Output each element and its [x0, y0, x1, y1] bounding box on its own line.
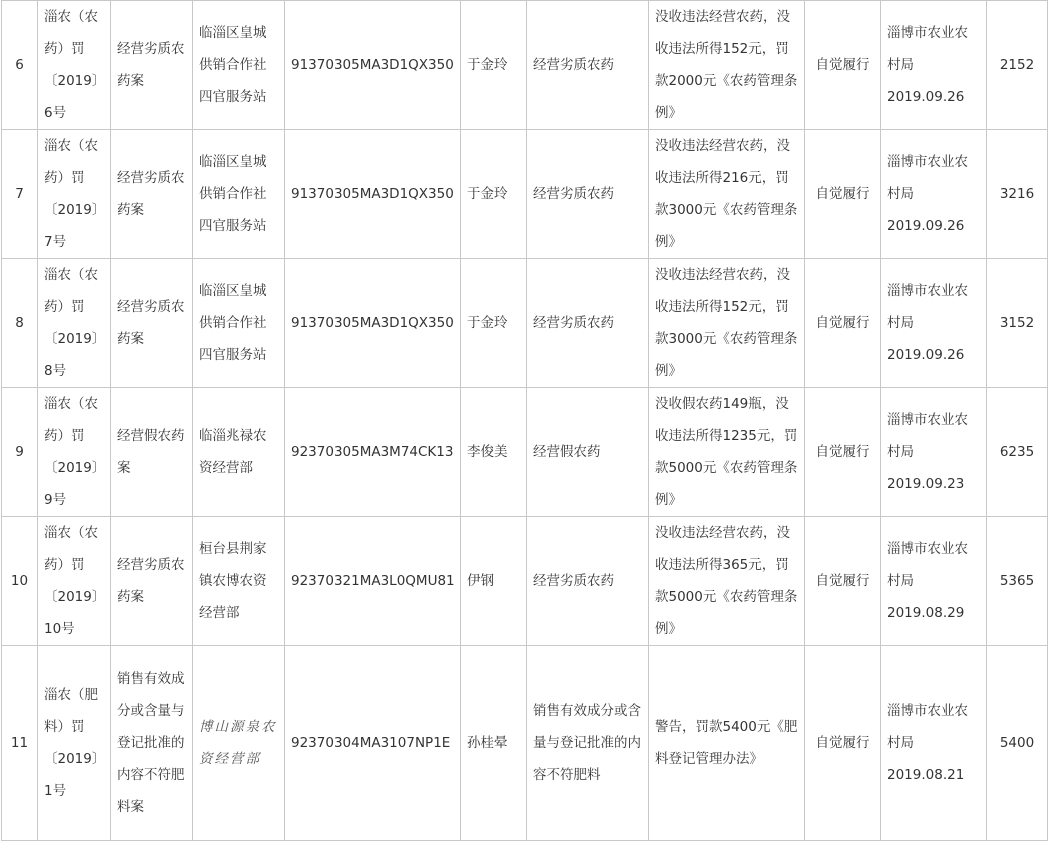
legal-representative-text: 于金玲 — [467, 315, 508, 331]
fulfillment-status-text: 自觉履行 — [815, 573, 870, 589]
party-name-text: 临淄区皇城供销合作社四官服务站 — [199, 154, 267, 234]
amount-text: 5400 — [999, 735, 1035, 751]
document-number-text: 淄农（农药）罚〔2019〕6号 — [44, 9, 99, 121]
authority-and-date — [881, 130, 987, 259]
party-name — [193, 130, 285, 259]
credit-code-text: 91370305MA3D1QX350 — [291, 57, 454, 73]
amount-text: 2152 — [999, 57, 1035, 73]
legal-representative — [461, 259, 527, 388]
credit-code-text: 92370305MA3M74CK13 — [291, 444, 454, 460]
case-name-text: 经营劣质农药案 — [117, 170, 185, 218]
party-name — [193, 388, 285, 517]
case-name — [111, 646, 193, 841]
row-number-text: 6 — [15, 57, 24, 73]
document-number — [38, 130, 111, 259]
row-number — [2, 130, 38, 259]
fulfillment-status — [805, 1, 881, 130]
table-row — [2, 646, 1048, 841]
violation-fact — [527, 646, 649, 841]
fulfillment-status — [805, 517, 881, 646]
violation-fact — [527, 259, 649, 388]
legal-representative — [461, 646, 527, 841]
authority-name: 淄博市农业农村局 — [887, 412, 968, 460]
authority-name: 淄博市农业农村局 — [887, 283, 968, 331]
violation-fact-text: 经营劣质农药 — [533, 186, 614, 202]
amount — [987, 130, 1048, 259]
fulfillment-status — [805, 130, 881, 259]
case-name — [111, 130, 193, 259]
amount-text: 3216 — [999, 186, 1035, 202]
row-number — [2, 517, 38, 646]
case-name — [111, 388, 193, 517]
fulfillment-status — [805, 388, 881, 517]
fulfillment-status-text: 自觉履行 — [815, 735, 870, 751]
fulfillment-status-text: 自觉履行 — [815, 186, 870, 202]
violation-fact-text: 经营劣质农药 — [533, 315, 614, 331]
violation-fact — [527, 388, 649, 517]
fulfillment-status — [805, 259, 881, 388]
violation-fact-text: 销售有效成分或含量与登记批准的内容不符肥料 — [533, 703, 641, 783]
credit-code-text: 91370305MA3D1QX350 — [291, 315, 454, 331]
document-number-text: 淄农（农药）罚〔2019〕7号 — [44, 138, 99, 250]
party-name — [193, 1, 285, 130]
legal-representative-text: 孙桂晕 — [467, 735, 508, 751]
document-number-text: 淄农（农药）罚〔2019〕10号 — [44, 525, 99, 637]
penalty-content — [649, 388, 805, 517]
credit-code — [285, 517, 461, 646]
credit-code — [285, 130, 461, 259]
decision-date: 2019.09.23 — [887, 476, 965, 492]
fulfillment-status-text: 自觉履行 — [815, 444, 870, 460]
penalty-content — [649, 646, 805, 841]
legal-representative — [461, 130, 527, 259]
amount-text: 6235 — [999, 444, 1035, 460]
fulfillment-status-text: 自觉履行 — [815, 57, 870, 73]
row-number-text: 7 — [15, 186, 24, 202]
row-number — [2, 388, 38, 517]
document-number — [38, 517, 111, 646]
legal-representative — [461, 1, 527, 130]
amount-text: 3152 — [999, 315, 1035, 331]
legal-representative-text: 于金玲 — [467, 57, 508, 73]
case-name-text: 经营劣质农药案 — [117, 299, 185, 347]
row-number — [2, 259, 38, 388]
credit-code — [285, 388, 461, 517]
document-number — [38, 388, 111, 517]
table-row — [2, 1, 1048, 130]
decision-date: 2019.09.26 — [887, 347, 965, 363]
amount-text: 5365 — [999, 573, 1035, 589]
authority-name: 淄博市农业农村局 — [887, 703, 968, 751]
authority-name: 淄博市农业农村局 — [887, 154, 968, 202]
document-number — [38, 259, 111, 388]
table-row — [2, 388, 1048, 517]
authority-name: 淄博市农业农村局 — [887, 25, 968, 73]
party-name-text: 临淄区皇城供销合作社四官服务站 — [199, 25, 267, 105]
penalty-content-text: 没收违法经营农药，没收违法所得152元，罚款3000元《农药管理条例》 — [655, 267, 798, 379]
case-name-text: 经营假农药案 — [117, 428, 185, 476]
table-body — [2, 1, 1048, 841]
credit-code — [285, 259, 461, 388]
penalty-content — [649, 130, 805, 259]
case-name — [111, 259, 193, 388]
legal-representative — [461, 517, 527, 646]
violation-fact — [527, 130, 649, 259]
party-name-text: 博山源泉农资经营部 — [199, 719, 277, 767]
party-name-text: 临淄区皇城供销合作社四官服务站 — [199, 283, 267, 363]
decision-date: 2019.09.26 — [887, 89, 965, 105]
document-number — [38, 1, 111, 130]
authority-and-date — [881, 517, 987, 646]
credit-code — [285, 1, 461, 130]
amount — [987, 388, 1048, 517]
credit-code-text: 92370321MA3L0QMU81 — [291, 573, 455, 589]
authority-and-date — [881, 259, 987, 388]
legal-representative-text: 于金玲 — [467, 186, 508, 202]
violation-fact-text: 经营劣质农药 — [533, 573, 614, 589]
row-number — [2, 1, 38, 130]
row-number-text: 8 — [15, 315, 24, 331]
party-name-text: 临淄兆禄农资经营部 — [199, 428, 267, 476]
case-name-text: 销售有效成分或含量与登记批准的内容不符肥料案 — [117, 671, 185, 815]
amount — [987, 1, 1048, 130]
authority-and-date — [881, 388, 987, 517]
party-name — [193, 517, 285, 646]
document-number — [38, 646, 111, 841]
decision-date: 2019.09.26 — [887, 218, 965, 234]
document-number-text: 淄农（农药）罚〔2019〕8号 — [44, 267, 99, 379]
authority-name: 淄博市农业农村局 — [887, 541, 968, 589]
table-row — [2, 259, 1048, 388]
penalty-content-text: 没收违法经营农药，没收违法所得365元，罚款5000元《农药管理条例》 — [655, 525, 798, 637]
violation-fact-text: 经营假农药 — [533, 444, 601, 460]
penalty-content-text: 没收假农药149瓶，没收违法所得1235元，罚款5000元《农药管理条例》 — [655, 396, 798, 508]
case-name-text: 经营劣质农药案 — [117, 557, 185, 605]
legal-representative-text: 李俊美 — [467, 444, 508, 460]
document-number-text: 淄农（农药）罚〔2019〕9号 — [44, 396, 99, 508]
authority-and-date — [881, 646, 987, 841]
penalty-content-text: 警告，罚款5400元《肥料登记管理办法》 — [655, 719, 798, 767]
amount — [987, 517, 1048, 646]
row-number-text: 11 — [10, 735, 29, 751]
row-number — [2, 646, 38, 841]
amount — [987, 646, 1048, 841]
penalty-content — [649, 517, 805, 646]
case-name-text: 经营劣质农药案 — [117, 41, 185, 89]
penalty-content — [649, 1, 805, 130]
table-row — [2, 517, 1048, 646]
violation-fact — [527, 1, 649, 130]
party-name — [193, 646, 285, 841]
legal-representative-text: 伊钢 — [467, 573, 494, 589]
document-number-text: 淄农（肥料）罚〔2019〕1号 — [44, 687, 99, 799]
credit-code — [285, 646, 461, 841]
legal-representative — [461, 388, 527, 517]
penalty-table — [1, 0, 1048, 841]
penalty-content-text: 没收违法经营农药，没收违法所得152元，罚款2000元《农药管理条例》 — [655, 9, 798, 121]
violation-fact — [527, 517, 649, 646]
amount — [987, 259, 1048, 388]
decision-date: 2019.08.21 — [887, 767, 965, 783]
case-name — [111, 1, 193, 130]
row-number-text: 9 — [15, 444, 24, 460]
penalty-content — [649, 259, 805, 388]
party-name-text: 桓台县荆家镇农博农资经营部 — [199, 541, 267, 621]
credit-code-text: 92370304MA3107NP1E — [291, 735, 451, 751]
party-name — [193, 259, 285, 388]
fulfillment-status-text: 自觉履行 — [815, 315, 870, 331]
table-row — [2, 130, 1048, 259]
violation-fact-text: 经营劣质农药 — [533, 57, 614, 73]
authority-and-date — [881, 1, 987, 130]
decision-date: 2019.08.29 — [887, 605, 965, 621]
case-name — [111, 517, 193, 646]
credit-code-text: 91370305MA3D1QX350 — [291, 186, 454, 202]
fulfillment-status — [805, 646, 881, 841]
penalty-content-text: 没收违法经营农药，没收违法所得216元，罚款3000元《农药管理条例》 — [655, 138, 798, 250]
row-number-text: 10 — [10, 573, 29, 589]
